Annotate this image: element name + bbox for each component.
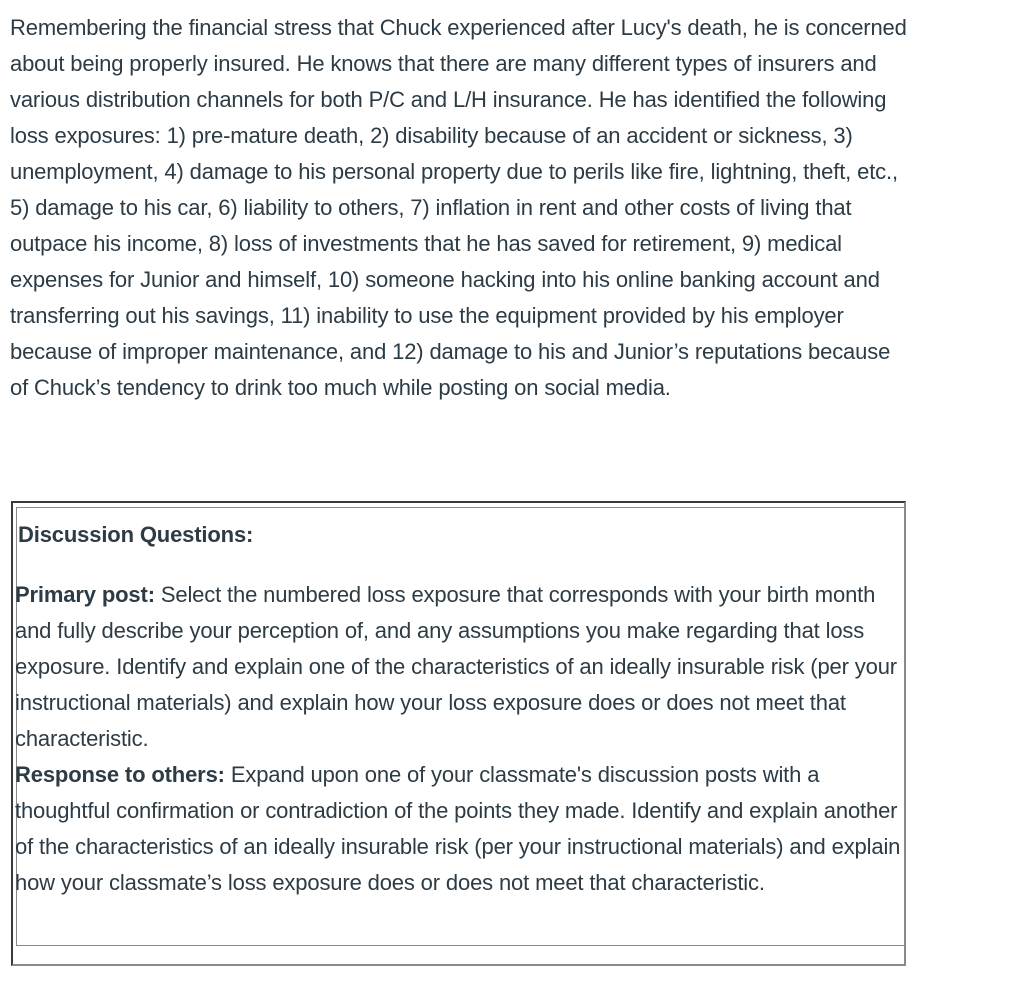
response-to-others-label: Response to others: [15, 762, 225, 787]
primary-post-text: Select the numbered loss exposure that corresponds with your birth month and fully describe your perception of, and any assumptions you make regarding that loss exposure. Identify and explain one of the characteristics of an ideally insurable risk (per your instructional materials) and explain how your loss exposure does or does not meet that characteristic. [15, 582, 897, 751]
discussion-questions-box [11, 501, 906, 966]
intro-paragraph: Remembering the financial stress that Chuck experienced after Lucy's death, he is concerned about being properly insured. He knows that there are many different types of insurers and various distribution channels for both P/C and L/H insurance. He has identified the following loss exposures: 1) pre-mature death, 2) disability because of an accident or sickness, 3) unemployment, 4) damage to his personal property due to perils like fire, lightning, theft, etc., 5) damage to his car, 6) liability to others, 7) inflation in rent and other costs of living that outpace his income, 8) loss of investments that he has saved for retirement, 9) medical expenses for Junior and himself, 10) someone hacking into his online banking account and transferring out his savings, 11) inability to use the equipment provided by his employer because of improper maintenance, and 12) damage to his and Junior’s reputations because of Chuck’s tendency to drink too much while posting on social media. [10, 15, 907, 400]
discussion-heading: Discussion Questions: [18, 522, 254, 547]
discussion-instructions [15, 577, 907, 901]
response-to-others-text: Expand upon one of your classmate's discussion posts with a thoughtful confirmation or contradiction of the points they made. Identify and explain another of the characteristics of an ideally insurable risk (per your instructional materials) and explain how your classmate’s loss exposure does or does not meet that characteristic. [15, 762, 901, 895]
primary-post-label: Primary post: [15, 582, 155, 607]
